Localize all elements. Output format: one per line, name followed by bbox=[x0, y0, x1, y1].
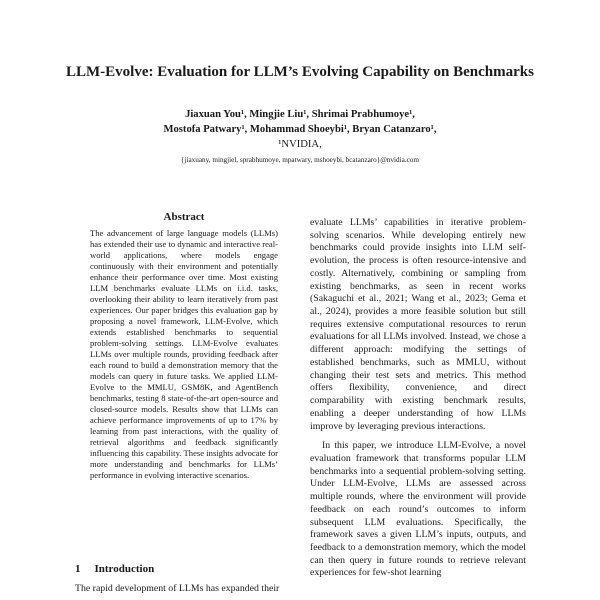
abstract-heading: Abstract bbox=[163, 211, 205, 223]
author-line-2: Mostofa Patwary¹, Mohammad Shoeybi¹, Bryan Catanzaro¹, bbox=[163, 124, 437, 135]
author-line-1: Jiaxuan You¹, Mingjie Liu¹, Shrimai Prabhumoye¹, bbox=[185, 109, 415, 120]
right-column bbox=[310, 217, 526, 580]
right-column-paragraph-2: In this paper, we introduce LLM-Evolve, a novel evaluation framework that transforms popular LLM benchmarks into a sequential problem-solving setting. Under LLM-Evolve, LLMs are assessed across multiple rounds, where the environment will provide feedback on each round’s outcomes to inform subsequent LLM evaluations. Specifically, the framework saves a given LLM’s inputs, outputs, and feedback to a demonstration memory, which the model can then query in future rounds to retrieve relevant experiences for few-shot learning bbox=[310, 440, 526, 579]
introduction-first-line: The rapid development of LLMs has expanded their bbox=[75, 583, 280, 594]
section-heading-introduction bbox=[75, 563, 154, 575]
affiliation: ¹NVIDIA, bbox=[278, 139, 322, 150]
paper-title: LLM-Evolve: Evaluation for LLM’s Evolving Capability on Benchmarks bbox=[66, 64, 534, 80]
author-emails: {jiaxuany, mingjiel, sprabhumoye, mpatwary, mshoeybi, bcatanzaro}@nvidia.com bbox=[181, 156, 419, 164]
author-list bbox=[0, 107, 600, 137]
section-title: Introduction bbox=[94, 563, 155, 575]
section-number: 1 bbox=[75, 563, 81, 575]
right-column-paragraph-1: evaluate LLMs’ capabilities in iterative problem-solving scenarios. While developing entirely new benchmarks could provide insights into LLM self-evolution, the process is often resource-intensive and costly. Alternatively, combining or sampling from existing benchmarks, as seen in recent works (Sakaguchi et al., 2021; Wang et al., 2023; Gema et al., 2024), provides a more feasible solution but still requires extensive computational resources to rerun evaluations for all LLMs involved. Instead, we chose a different approach: modifying the settings of established benchmarks, such as MMLU, without changing their test sets and metrics. This method offers flexibility, convenience, and direct comparability with existing benchmark results, enabling a deeper understanding of how LLMs improve by leveraging previous interactions. bbox=[310, 217, 526, 432]
abstract-text: The advancement of large language models (LLMs) has extended their use to dynamic and interactive real-world applications, where models engage continuously with their environment and potentially enhance their performance over time. Most existing LLM benchmarks evaluate LLMs on i.i.d. tasks, overlooking their ability to learn iteratively from past experiences. Our paper bridges this evaluation gap by proposing a novel framework, LLM-Evolve, which extends established benchmarks to sequential problem-solving settings. LLM-Evolve evaluates LLMs over multiple rounds, providing feedback after each round to build a demonstration memory that the models can query in future tasks. We applied LLM-Evolve to the MMLU, GSM8K, and AgentBench benchmarks, testing 8 state-of-the-art open-source and closed-source models. Results show that LLMs can achieve performance improvements of up to 17% by learning from past interactions, with the quality of retrieval algorithms and feedback significantly influencing this capability. These insights advocate for more understanding and benchmarks for LLMs’ performance in evolving interactive scenarios. bbox=[90, 228, 278, 480]
